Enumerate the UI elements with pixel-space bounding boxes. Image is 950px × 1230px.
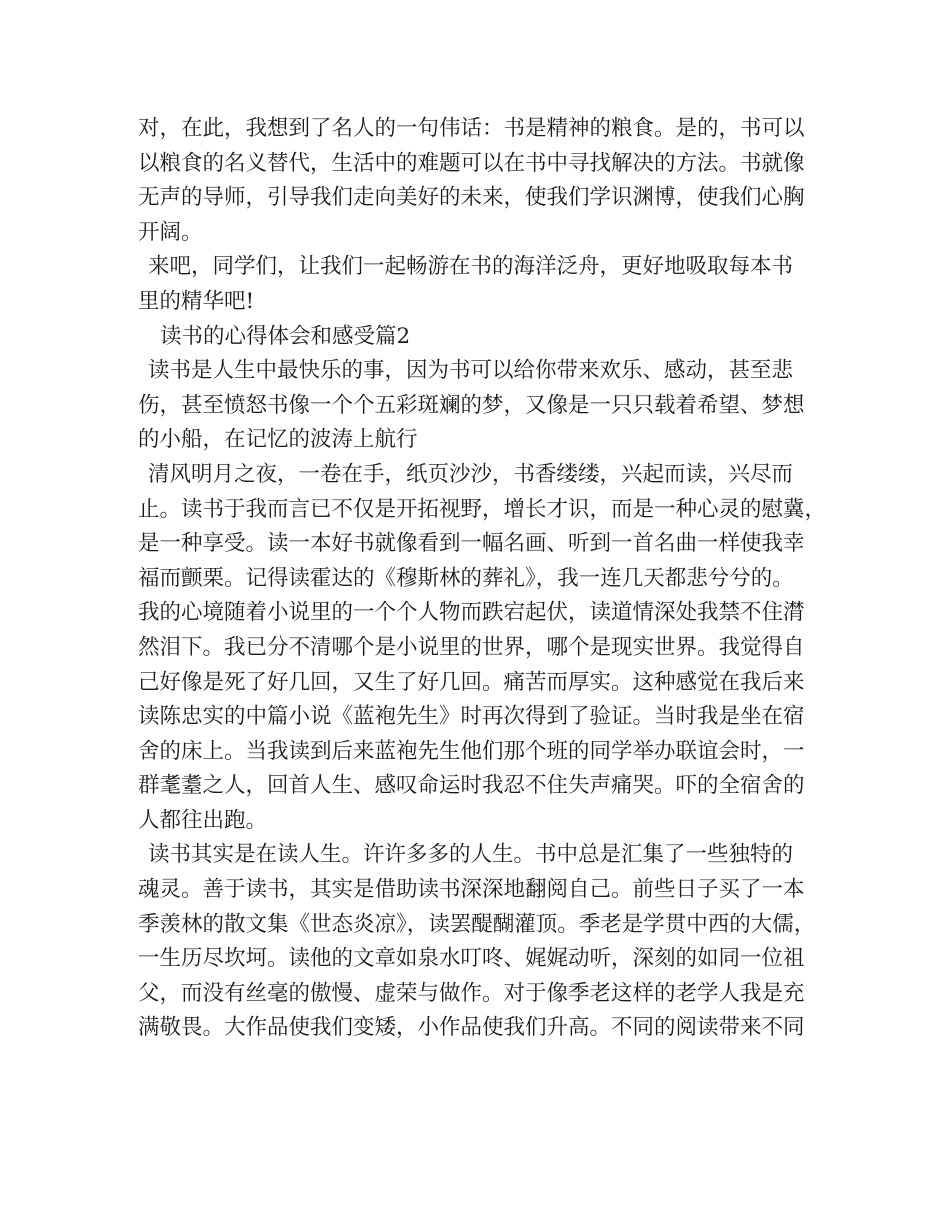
text-line: 无声的导师，引导我们走向美好的未来，使我们学识渊博，使我们心胸 [138, 185, 805, 211]
text-line: 一生历尽坎坷。读他的文章如泉水叮咚、娓娓动听，深刻的如同一位祖 [138, 946, 805, 972]
text-line: 魂灵。善于读书，其实是借助读书深深地翻阅自己。前些日子买了一本 [138, 877, 805, 903]
text-line: 读书其实是在读人生。许许多多的人生。书中总是汇集了一些独特的 [148, 842, 794, 868]
text-line: 以粮食的名义替代，生活中的难题可以在书中寻找解决的方法。书就像 [138, 150, 805, 176]
text-line: 读陈忠实的中篇小说《蓝袍先生》时再次得到了验证。当时我是坐在宿 [138, 704, 805, 730]
text-line: 满敬畏。大作品使我们变矮，小作品使我们升高。不同的阅读带来不同 [138, 1015, 805, 1041]
text-line: 清风明月之夜，一卷在手，纸页沙沙，书香缕缕，兴起而读，兴尽而 [148, 461, 794, 487]
body-text [138, 112, 828, 1046]
text-line: 舍的床上。当我读到后来蓝袍先生他们那个班的同学举办联谊会时，一 [138, 738, 805, 764]
text-line: 己好像是死了好几回，又生了好几回。痛苦而厚实。这种感觉在我后来 [138, 669, 805, 695]
text-line: 伤，甚至愤怒书像一个个五彩斑斓的梦，又像是一只只载着希望、梦想 [138, 392, 805, 418]
text-line: 来吧，同学们，让我们一起畅游在书的海洋泛舟，更好地吸取每本书 [148, 254, 794, 280]
section-heading: 读书的心得体会和感受篇2 [160, 323, 411, 349]
text-line: 然泪下。我已分不清哪个是小说里的世界，哪个是现实世界。我觉得自 [138, 634, 805, 660]
text-line: 对，在此，我想到了名人的一句伟话：书是精神的粮食。是的，书可以 [138, 116, 805, 141]
text-line: 季羡林的散文集《世态炎凉》，读罢醍醐灌顶。季老是学贯中西的大儒， [138, 911, 816, 937]
text-line: 福而颤栗。记得读霍达的《穆斯林的葬礼》，我一连几天都悲兮兮的。 [138, 565, 794, 591]
text-line: 我的心境随着小说里的一个个人物而跌宕起伏，读道情深处我禁不住潸 [138, 600, 805, 626]
text-line: 人都往出跑。 [138, 807, 268, 833]
text-line: 止。读书于我而言已不仅是开拓视野，增长才识，而是一种心灵的慰冀， [138, 496, 827, 522]
text-line: 读书是人生中最快乐的事，因为书可以给你带来欢乐、感动，甚至悲 [148, 358, 794, 384]
text-line: 是一种享受。读一本好书就像看到一幅名画、听到一首名曲一样使我幸 [138, 531, 805, 557]
text-line: 群耄耋之人，回首人生、感叹命运时我忍不住失声痛哭。吓的全宿舍的 [138, 773, 805, 799]
text-line: 的小船，在记忆的波涛上航行 [138, 427, 418, 453]
text-line: 开阔。 [138, 219, 203, 245]
text-line: 里的精华吧! [138, 288, 255, 314]
text-line: 父，而没有丝毫的傲慢、虚荣与做作。对于像季老这样的老学人我是充 [138, 980, 805, 1006]
